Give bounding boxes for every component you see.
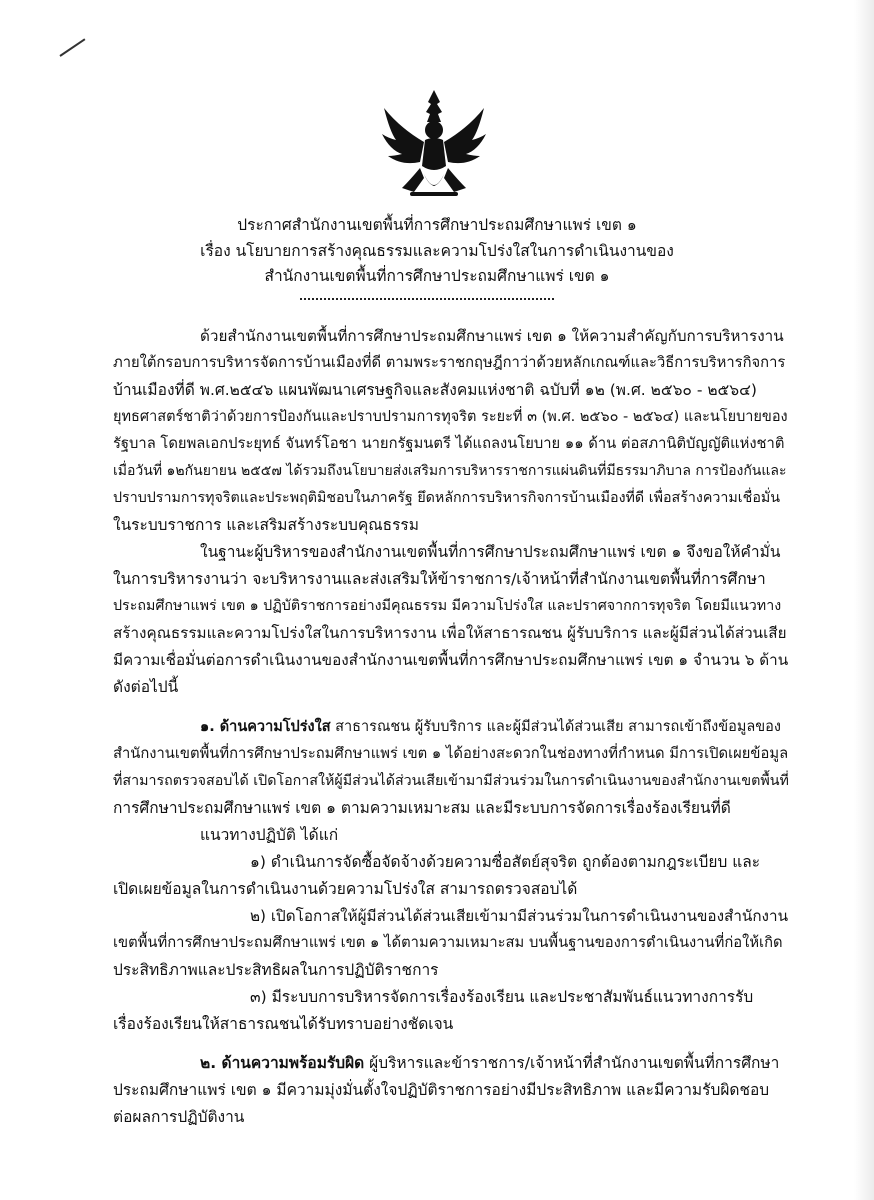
section-2-text: ผู้บริหารและข้าราชการ/เจ้าหน้าที่สำนักงานเขตพื้นที่การศึกษา: [364, 1054, 780, 1072]
pen-mark: [59, 38, 85, 56]
body-line: เมื่อวันที่ ๑๒กันยายน ๒๕๕๗ ได้รวมถึงนโยบายส่งเสริมการบริหารราชการแผ่นดินที่มีธรรมาภิบาล การป้องกันและ: [113, 463, 787, 479]
section-2-first-line: [200, 1052, 779, 1074]
guideline-item-1-cont: เปิดเผยข้อมูลในการดำเนินงานด้วยความโปร่งใส สามารถตรวจสอบได้: [113, 880, 578, 898]
header-line-1: ประกาศสำนักงานเขตพื้นที่การศึกษาประถมศึกษาแพร่ เขต ๑: [237, 216, 637, 234]
section-1-heading: ๑. ด้านความโปร่งใส: [200, 719, 331, 735]
body-line: ภายใต้กรอบการบริหารจัดการบ้านเมืองที่ดี ตามพระราชกฤษฎีกาว่าด้วยหลักเกณฑ์และวิธีการบริหารกิจการ: [113, 354, 786, 371]
body-line: ในฐานะผู้บริหารของสำนักงานเขตพื้นที่การศึกษาประถมศึกษาแพร่ เขต ๑ จึงขอให้คำมั่น: [200, 543, 781, 561]
body-line: มีความเชื่อมั่นต่อการดำเนินงานของสำนักงานเขตพื้นที่การศึกษาประถมศึกษาแพร่ เขต ๑ จำนวน ๖ ด้าน: [113, 651, 789, 669]
body-line: ในระบบราชการ และเสริมสร้างระบบคุณธรรม: [113, 516, 419, 534]
guideline-item-1: ๑) ดำเนินการจัดซื้อจัดจ้างด้วยความซื่อสัตย์สุจริต ถูกต้องตามกฎระเบียบ และ: [250, 853, 761, 871]
guideline-item-2: ๒) เปิดโอกาสให้ผู้มีส่วนได้ส่วนเสียเข้ามามีส่วนร่วมในการดำเนินงานของสำนักงาน: [250, 907, 788, 925]
header-line-2: เรื่อง นโยบายการสร้างคุณธรรมและความโปร่งใสในการดำเนินงานของ: [200, 242, 674, 260]
section-2-line: ประถมศึกษาแพร่ เขต ๑ มีความมุ่งมั่นตั้งใจปฏิบัติราชการอย่างมีประสิทธิภาพ และมีความรับผิดชอบ: [113, 1081, 770, 1099]
body-line: รัฐบาล โดยพลเอกประยุทธ์ จันทร์โอชา นายกรัฐมนตรี ได้แถลงนโยบาย ๑๑ ด้าน ต่อสภานิติบัญญัติแห่งชาติ: [113, 435, 785, 452]
section-1-line: สำนักงานเขตพื้นที่การศึกษาประถมศึกษาแพร่ เขต ๑ ได้อย่างสะดวกในช่องทางที่กำหนด มีการเปิดเผยข้อมูล: [113, 745, 789, 762]
section-2-line: ต่อผลการปฏิบัติงาน: [113, 1108, 245, 1126]
guideline-item-3-cont: เรื่องร้องเรียนให้สาธารณชนได้รับทราบอย่างชัดเจน: [113, 1015, 454, 1033]
section-1-text: สาธารณชน ผู้รับบริการ และผู้มีส่วนได้ส่วนเสีย สามารถเข้าถึงข้อมูลของ: [330, 719, 781, 735]
body-line: ในการบริหารงานว่า จะบริหารงานและส่งเสริมให้ข้าราชการ/เจ้าหน้าที่สำนักงานเขตพื้นที่การศึกษา: [113, 570, 766, 588]
guideline-item-3: ๓) มีระบบการบริหารจัดการเรื่องร้องเรียน และประชาสัมพันธ์แนวทางการรับ: [250, 988, 754, 1006]
guideline-item-2-cont: เขตพื้นที่การศึกษาประถมศึกษาแพร่ เขต ๑ ได้ตามความเหมาะสม บนพื้นฐานของการดำเนินงานที่ก่อให้เกิด: [113, 934, 783, 951]
body-line: ประถมศึกษาแพร่ เขต ๑ ปฏิบัติราชการอย่างมีคุณธรรม มีความโปร่งใส และปราศจากการทุจริต โดยมีแนวทาง: [113, 598, 782, 614]
body-line: สร้างคุณธรรมและความโปร่งใสในการบริหารงาน เพื่อให้สาธารณชน ผู้รับบริการ และผู้มีส่วนได้ส่วนเสีย: [113, 624, 787, 642]
guideline-label: แนวทางปฏิบัติ ได้แก่: [200, 826, 339, 844]
header-divider: [300, 298, 554, 300]
section-1-first-line: [200, 716, 781, 738]
guideline-item-2-cont: ประสิทธิภาพและประสิทธิผลในการปฏิบัติราชการ: [113, 961, 439, 979]
section-2-heading: ๒. ด้านความพร้อมรับผิด: [200, 1054, 365, 1072]
body-line: ด้วยสำนักงานเขตพื้นที่การศึกษาประถมศึกษาแพร่ เขต ๑ ให้ความสำคัญกับการบริหารงาน: [200, 327, 784, 345]
garuda-emblem-icon: [380, 88, 488, 200]
body-line: ยุทธศาสตร์ชาติว่าด้วยการป้องกันและปราบปรามการทุจริต ระยะที่ ๓ (พ.ศ. ๒๕๖๐ - ๒๕๖๔) และนโยบายของ: [113, 409, 788, 425]
section-1-line: การศึกษาประถมศึกษาแพร่ เขต ๑ ตามความเหมาะสม และมีระบบการจัดการเรื่องร้องเรียนที่ดี: [113, 799, 731, 817]
page-edge-shadow: [854, 0, 874, 1200]
header-line-3: สำนักงานเขตพื้นที่การศึกษาประถมศึกษาแพร่ เขต ๑: [264, 267, 610, 285]
body-line: บ้านเมืองที่ดี พ.ศ.๒๕๔๖ แผนพัฒนาเศรษฐกิจและสังคมแห่งชาติ ฉบับที่ ๑๒ (พ.ศ. ๒๕๖๐ - ๒๕๖๔): [113, 381, 757, 399]
section-1-line: ที่สามารถตรวจสอบได้ เปิดโอกาสให้ผู้มีส่วนได้ส่วนเสียเข้ามามีส่วนร่วมในการดำเนินงานของสำนักงานเขตพื้นที่: [113, 773, 789, 789]
body-line: ดังต่อไปนี้: [113, 678, 179, 696]
body-line: ปราบปรามการทุจริตและประพฤติมิชอบในภาครัฐ ยึดหลักการบริหารกิจการบ้านเมืองที่ดี เพื่อสร้างความเชื่อมั่น: [113, 490, 781, 506]
